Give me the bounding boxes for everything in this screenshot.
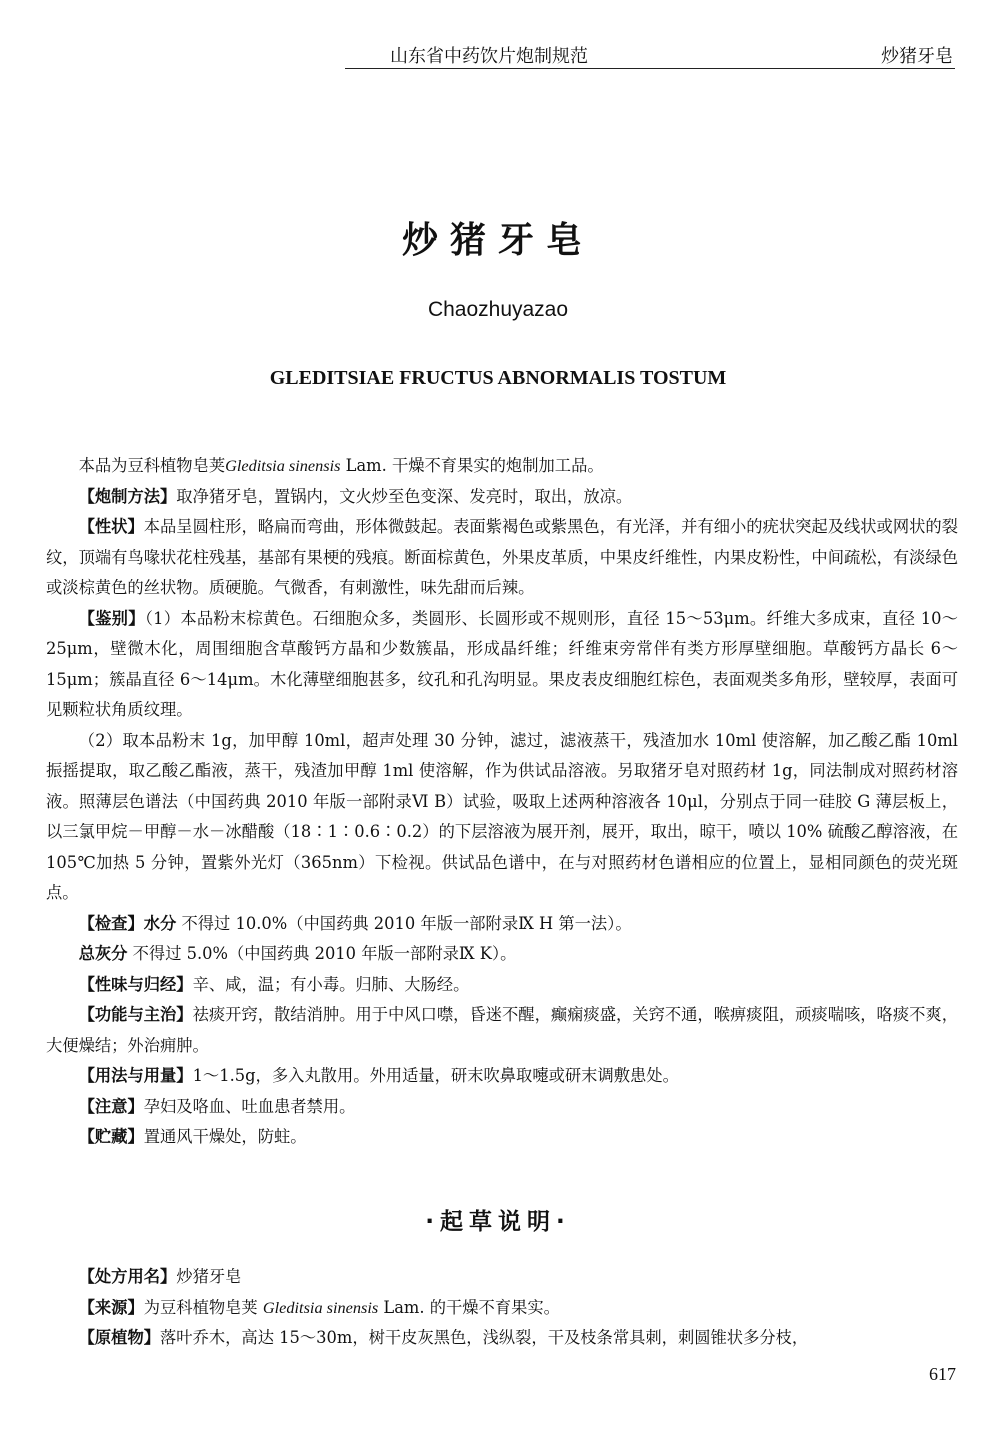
usage-paragraph: 【用法与用量】1～1.5g，多入丸散用。外用适量，研末吹鼻取嚏或研末调敷患处。 xyxy=(78,1066,679,1085)
pinyin-name: Chaozhuyazao xyxy=(427,298,569,321)
source-paragraph: 【来源】为豆科植物皂荚 Gleditsia sinensis Lam. 的干燥不育果实。 xyxy=(78,1297,560,1317)
processing-paragraph: 【炮制方法】取净猪牙皂，置锅内，文火炒至色变深、发亮时，取出，放凉。 xyxy=(78,486,633,506)
species-name: Gleditsia sinensis xyxy=(225,456,341,475)
properties-paragraph: 【性状】本品呈圆柱形，略扁而弯曲，形体微鼓起。表面紫褐色或紫黑色，有光泽，并有细小的疣状突起及线状或网状的裂纹，顶端有鸟喙状花柱残基，基部有果梗的残痕。断面棕黄色，外果皮革质，中果皮纤维性，内果皮粉性，中间疏松，有淡绿色或淡棕黄色的丝状物。质硬脆。气微香，有刺激性，味先甜而后辣。 xyxy=(46,517,958,597)
identification-paragraph-2: （2）取本品粉末 1g，加甲醇 10ml，超声处理 30 分钟，滤过，滤液蒸干，残渣加水 10ml 使溶解，加乙酸乙酯 10ml 振摇提取，取乙酸乙酯液，蒸干，残渣加甲醇 1ml 使溶解，作为供试品溶液。另取猪牙皂对照药材 1g，同法制成对照药材溶液。照薄层色谱法（中国药典 2010 年版一部附录Ⅵ B）试验，吸取上述两种溶液各 10μl，分别点于同一硅胶 G 薄层板上，以三氯甲烷－甲醇－水－冰醋酸（18∶1∶0.6∶0.2）的下层溶液为展开剂，展开，取出，晾干，喷以 10% 硫酸乙醇溶液，在 105℃加热 5 分钟，置紫外光灯（365nm）下检视。供试品色谱中，在与对照药材色谱相应的位置上，显相同颜色的荧光斑点。 xyxy=(46,730,958,902)
processing-label: 【炮制方法】 xyxy=(78,486,177,506)
ash-label: 总灰分 xyxy=(78,944,128,963)
water-label: 水分 xyxy=(143,913,177,933)
drafting-body xyxy=(46,1262,958,1354)
caution-label: 【注意】 xyxy=(78,1096,144,1116)
check-paragraph: 【检查】水分 不得过 10.0%（中国药典 2010 年版一部附录Ⅸ H 第一法）。 xyxy=(78,913,632,933)
plant-paragraph: 【原植物】落叶乔木，高达 15～30m，树干皮灰黑色，浅纵裂，干及枝条常具刺，刺圆锥状多分枝， xyxy=(78,1328,809,1347)
storage-label: 【贮藏】 xyxy=(78,1127,144,1146)
function-paragraph: 【功能与主治】祛痰开窍，散结消肿。用于中风口噤，昏迷不醒，癫痫痰盛，关窍不通，喉痹痰阻，顽痰喘咳，咯痰不爽，大便燥结；外治痈肿。 xyxy=(46,1005,958,1055)
plant-label: 【原植物】 xyxy=(78,1328,161,1347)
drafting-heading: ·起草说明· xyxy=(425,1209,571,1235)
function-label: 【功能与主治】 xyxy=(78,1005,193,1024)
latin-name: GLEDITSIAE FRUCTUS ABNORMALIS TOSTUM xyxy=(269,367,727,389)
page-number: 617 xyxy=(929,1364,956,1384)
check-label: 【检查】 xyxy=(78,913,144,933)
nature-label: 【性味与归经】 xyxy=(78,974,193,994)
page-title: 炒猪牙皂 xyxy=(401,220,594,261)
running-section-title: 炒猪牙皂 xyxy=(881,46,953,67)
source-species-name: Gleditsia sinensis xyxy=(262,1297,379,1317)
usage-label: 【用法与用量】 xyxy=(78,1066,193,1085)
identification-label: 【鉴别】 xyxy=(78,608,145,628)
intro-paragraph: 本品为豆科植物皂荚Gleditsia sinensis Lam. 干燥不育果实的炮制加工品。 xyxy=(78,456,604,475)
running-title: 山东省中药饮片炮制规范 xyxy=(390,46,588,67)
ash-paragraph: 总灰分 不得过 5.0%（中国药典 2010 年版一部附录Ⅸ K）。 xyxy=(78,944,517,963)
nature-paragraph: 【性味与归经】辛、咸，温；有小毒。归肺、大肠经。 xyxy=(78,974,470,994)
prescription-paragraph: 【处方用名】炒猪牙皂 xyxy=(78,1267,242,1286)
running-header xyxy=(345,40,955,69)
storage-paragraph: 【贮藏】置通风干燥处，防蛀。 xyxy=(78,1127,307,1146)
caution-paragraph: 【注意】孕妇及咯血、吐血患者禁用。 xyxy=(78,1096,356,1116)
source-label: 【来源】 xyxy=(78,1297,144,1317)
monograph-body xyxy=(46,451,958,1153)
identification-paragraph-1: 【鉴别】（1）本品粉末棕黄色。石细胞众多，类圆形、长圆形或不规则形，直径 15～53μm。纤维大多成束，直径 10～25μm，壁微木化，周围细胞含草酸钙方晶和少数簇晶，形成晶纤维；纤维束旁常伴有类方形厚壁细胞。草酸钙方晶长 6～15μm；簇晶直径 6～14μm。木化薄壁细胞甚多，纹孔和孔沟明显。果皮表皮细胞红棕色，表面观类多角形，壁较厚，表面可见颗粒状角质纹理。 xyxy=(46,608,958,719)
properties-label: 【性状】 xyxy=(78,517,144,536)
prescription-label: 【处方用名】 xyxy=(78,1267,177,1286)
